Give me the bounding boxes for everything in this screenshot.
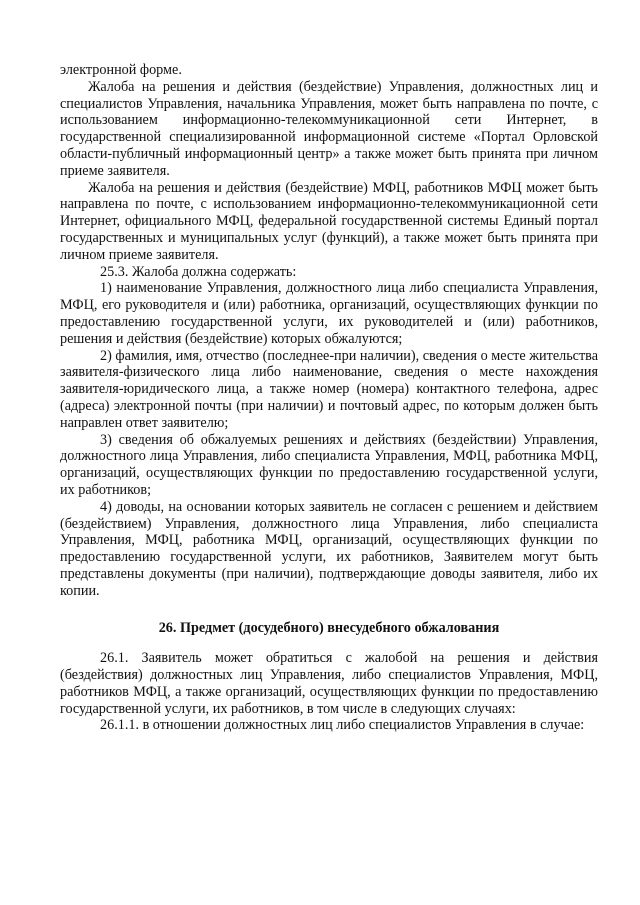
paragraph-26-1: 26.1. Заявитель может обратиться с жалобой на решения и действия (бездействия) должностных лиц Управления, либо специалистов Управления, МФЦ, работников МФЦ, а также организаций, осуществляющих функции по предоставлению государственной услуги, их работников, в том числе в следующих случаях: <box>60 650 598 717</box>
list-item-3: 3) сведения об обжалуемых решениях и действиях (бездействии) Управления, должностного лица Управления, либо специалиста Управления, МФЦ, работника МФЦ, организаций, осуществляющих функции по предоставлению государственной услуги, их работников; <box>60 431 598 498</box>
list-item-4: 4) доводы, на основании которых заявитель не согласен с решением и действием (бездействием) Управления, должностного лица Управления, либо специалиста Управления, МФЦ, работника МФЦ, организаций, осуществляющих функции по предоставлению государственной услуги, их работников, Заявителем могут быть представлены документы (при наличии), подтверждающие доводы заявителя, либо их копии. <box>60 498 598 599</box>
section-heading: 26. Предмет (досудебного) внесудебного обжалования <box>158 619 500 636</box>
list-item-2: 2) фамилия, имя, отчество (последнее-при наличии), сведения о месте жительства заявителя-физического лица либо наименование, сведения о месте нахождения заявителя-юридического лица, а также номер (номера) контактного телефона, адрес (адреса) электронной почты (при наличии) и почтовый адрес, по которым должен быть направлен ответ заявителю; <box>60 347 598 431</box>
paragraph-complaint-mfc: Жалоба на решения и действия (бездействие) МФЦ, работников МФЦ может быть направлена по почте, с использованием информационно-телекоммуникационной сети Интернет, официального МФЦ, федеральной государственной системы Единый портал государственных и муниципальных услуг (функций), а также может быть принята при личном приеме заявителя. <box>60 179 598 263</box>
paragraph-complaint-management: Жалоба на решения и действия (бездействие) Управления, должностных лиц и специалистов Управления, начальника Управления, может быть направлена по почте, с использованием информационно-телекоммуникационной сети Интернет, в государственной специализированной информационной системе «Портал Орловской области-публичный информационный центр» а также может быть принята при личном приеме заявителя. <box>60 78 598 179</box>
list-item-1: 1) наименование Управления, должностного лица либо специалиста Управления, МФЦ, его руководителя и (или) работника, организаций, осуществляющих функции по предоставлению государственной услуги, их руководителей и (или) работников, решения и действия (бездействие) которых обжалуются; <box>60 280 598 347</box>
paragraph-25-3: 25.3. Жалоба должна содержать: <box>100 263 297 280</box>
paragraph-26-1-1: 26.1.1. в отношении должностных лиц либо специалистов Управления в случае: <box>100 717 585 734</box>
paragraph-continuation: электронной форме. <box>60 62 182 78</box>
document-page <box>60 62 598 734</box>
